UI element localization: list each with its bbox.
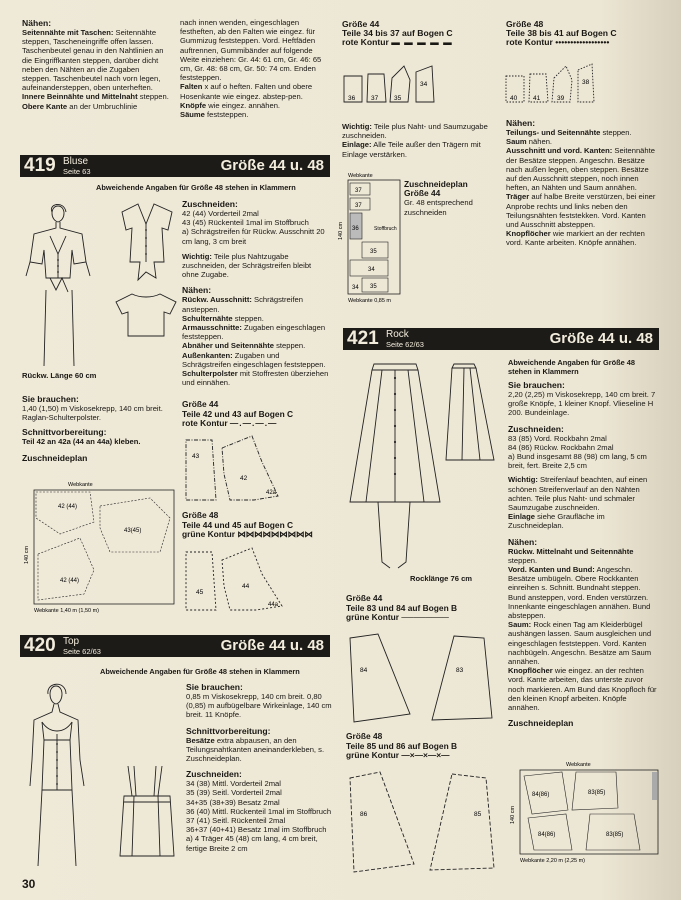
pattern-piece [350, 772, 414, 872]
bold-label: Besätze [186, 735, 215, 745]
part-number: 44 [242, 583, 250, 590]
bold-label: Wichtig: [182, 251, 212, 261]
text: a) Bund insgesamt 88 (98) cm lang, 5 cm breit, fert. Breite 2,5 cm [508, 452, 647, 471]
fabric-width-label: 140 cm [24, 545, 30, 564]
top-col4-sewing [506, 118, 658, 248]
text: 84 (86) Rückw. Rockbahn 2mal [508, 442, 614, 452]
bold-label: Saum: [508, 620, 532, 630]
heading: Sie brauchen: [508, 380, 565, 390]
part-number: 41 [533, 95, 541, 102]
fabric-width-label: 140 cm [510, 805, 516, 824]
top-figure-illustration [20, 680, 94, 870]
blouse-flat-front-sketch [118, 200, 176, 290]
page-number: 30 [22, 877, 36, 891]
top-col2-text [180, 18, 330, 119]
model-number: 419 [24, 155, 56, 176]
parts-label: Teile 44 und 45 auf Bogen C [182, 519, 294, 530]
text: feststeppen. [204, 110, 249, 120]
skirt-figure-illustration [344, 354, 504, 576]
page-ref: Seite 63 [63, 167, 91, 176]
text: Streifenlauf beachten, auf einen schönen Streifenverlauf an den Nähten achten. Teile plus Naht- und schmaler Saumzugabe zuschneiden. [508, 475, 648, 513]
part-number: 35 [370, 284, 377, 290]
part-number: 86 [360, 811, 368, 818]
list-item: 35 (39) Seitl. Vorderteil 2mal [186, 788, 282, 798]
list-item: 37 (41) Seitl. Rückenteil 2mal [186, 816, 286, 826]
contour-label: grüne Kontur [346, 612, 400, 623]
model-419-parts-48 [182, 511, 332, 540]
model-421-subtitle: Abweichende Angaben für Größe 48 stehen in Klammern [508, 358, 636, 377]
heading: Nähen: [22, 18, 52, 28]
bold-label: Außenkanten: [182, 350, 233, 360]
text: Zugaben eingeschlagen feststeppen. [182, 323, 326, 342]
model-421-header [343, 328, 659, 350]
cutting-plan-420-caption [404, 180, 500, 217]
pattern-piece [432, 636, 492, 720]
bold-label: Innere Beinnähte und Mittelnaht [22, 92, 138, 102]
text: Seitennähte der Besätze steppen. Angeschn. Besätze nach außen legen, oben steppen. Besätze auf den Ausschnitt steppen, noch innen heften, an Nähten und Saum annähen. [506, 146, 655, 193]
model-419-header [20, 155, 330, 177]
part-number: 36 [348, 95, 356, 102]
bold-label: Abnäher und Seitennähte [182, 341, 274, 351]
top-col3-header [342, 20, 502, 48]
cutting-plan-421 [506, 758, 664, 866]
pattern-pieces-421-48 [344, 768, 502, 878]
pattern-pieces-top-44 [340, 62, 505, 112]
pattern-pieces-top-48 [502, 60, 612, 110]
bold-label: Knopflöcher [508, 666, 553, 676]
part-number: 42 [240, 475, 248, 482]
text: steppen. [273, 341, 306, 351]
part-number: 35 [394, 95, 402, 102]
bold-label: Rückw. Ausschnitt: [182, 295, 252, 305]
text: a) Schrägstreifen für Rückw. Ausschnitt 20 cm lang, 3 cm breit [182, 227, 325, 246]
part-number: 45 [196, 589, 204, 596]
cutting-plan-420 [338, 170, 404, 306]
part-number: 34 [352, 285, 359, 291]
heading: Zuschneiden: [182, 199, 238, 209]
list-item: 34+35 (38+39) Besatz 2mal [186, 797, 280, 807]
part-number: 84 [360, 667, 368, 674]
part-number: 43(45) [124, 528, 142, 534]
text: steppen. [508, 555, 538, 565]
selvage-label: Webkante 1,40 m (1,50 m) [34, 608, 100, 614]
part-number: 84(86) [532, 792, 550, 798]
bold-label: Vord. Kanten und Bund: [508, 565, 595, 575]
contour-label: rote Kontur [506, 37, 553, 48]
part-number: 37 [355, 203, 362, 209]
top-flat-back-sketch [114, 762, 180, 858]
contour-line-sample: •••••••••••••••••• [555, 37, 610, 48]
text: Rock einen Tag am Kleiderbügel aushängen lassen. Saum ausgleichen und eingeschlagen feststeppen. Vord. Kanten nachbügeln. Angeschn. Besätze am Saum annähen. [508, 620, 652, 667]
blouse-figure-illustration [20, 198, 98, 368]
bold-label: Schulterpolster [182, 369, 238, 379]
model-name: Bluse [63, 156, 89, 167]
bold-label: Einlage: [342, 140, 372, 150]
contour-line-sample: ──────── [401, 612, 449, 623]
part-number: 39 [557, 95, 565, 102]
size-label: Größe 44 [182, 399, 219, 409]
part-number: 83(85) [588, 790, 606, 796]
part-number: 40 [510, 95, 518, 102]
text: nach innen wenden, eingeschlagen festheften, ab den Falten wie eingez. für Gummizug feststeppen. Vord. Heftfäden auftrennen, Gummibänder auf folgende Weite einziehen: Gr. 44: 61 cm, Gr. 46: 65 cm, Gr. 48: 68 cm, Gr. 50: 74 cm. Enden feststeppen. [180, 18, 322, 83]
size-label: Größe 44 [404, 188, 441, 199]
model-421-parts-48 [346, 732, 501, 761]
pattern-pieces-421-44 [344, 630, 502, 726]
heading: Sie brauchen: [22, 394, 79, 404]
model-419-right-text [182, 199, 330, 387]
text: 1,40 (1,50) m Viskosekrepp, 140 cm breit. Raglan-Schulterpolster. [22, 404, 163, 423]
text: 2,20 (2,25) m Viskosekrepp, 140 cm breit. 7 große Knöpfe, 1 kleiner Knopf. Vlieseline H 200. Bundeinlage. [508, 390, 656, 418]
list-item: 36+37 (40+41) Besatz 1mal im Stoffbruch [186, 825, 327, 835]
text: nähen. [526, 137, 553, 147]
bold-label: Wichtig: [342, 122, 372, 131]
blouse-flat-back-sketch [112, 290, 180, 340]
part-number: 36 [352, 226, 359, 232]
contour-line-sample: ▬ ▬ ▬ ▬ ▬ [391, 37, 453, 48]
text: 0,85 m Viskosekrepp, 140 cm breit. 0,80 (0,85) m aufbügelbare Wirkeinlage, 140 cm breit. 11 Knöpfe. [186, 692, 332, 720]
selvage-label: Webkante [566, 762, 591, 768]
list-item: a) 4 Träger 45 (48) cm lang, 4 cm breit, fertige Breite 2 cm [186, 834, 318, 853]
model-421-parts-44 [346, 594, 501, 623]
size-label: Größe 48 [182, 510, 219, 520]
model-419-left-text [22, 394, 182, 463]
bold-label: Träger [506, 192, 530, 202]
size-label: Größe 48 [506, 19, 544, 29]
text: Alle Teile außer den Trägern mit Einlage verstärken. [342, 140, 481, 159]
page-ref: Seite 62/63 [386, 340, 424, 349]
selvage-label: Webkante [68, 482, 93, 488]
list-item: 34 (38) Mittl. Vorderteil 2mal [186, 779, 281, 789]
bold-label: Säume [180, 110, 205, 120]
parts-label: Teile 38 bis 41 auf Bogen C [506, 28, 617, 39]
pattern-piece [222, 548, 282, 610]
bold-label: Knopflöcher [506, 229, 551, 239]
part-number: 34 [368, 267, 375, 273]
bold-label: Armausschnitte: [182, 323, 242, 333]
text: x auf o heften. Falten und obere Hosenkante wie eingez. abstep-pen. [180, 82, 313, 101]
model-419-length: Rückw. Länge 60 cm [22, 371, 97, 380]
part-number: 37 [355, 188, 362, 194]
top-col1-text [22, 18, 170, 111]
text: extra abpausen, an den Teilungsnahtkanten aneinanderkleben, s. Zuschneideplan. [186, 735, 325, 764]
text: wie markiert an der rechten vord. Kante arbeiten. Knöpfe annähen. [506, 229, 645, 248]
contour-label: rote Kontur [182, 418, 228, 429]
plan-title: Zuschneideplan [404, 179, 468, 189]
contour-label: grüne Kontur [346, 750, 400, 761]
size-label: Größe 48 [346, 731, 383, 741]
size-label: Größe 44 [346, 593, 383, 603]
part-number: 84(86) [538, 832, 556, 838]
list-item: 36 (40) Mittl. Rückenteil 1mal im Stoffbruch [186, 806, 332, 816]
model-420-subtitle: Abweichende Angaben für Größe 48 stehen in Klammern [100, 667, 300, 676]
bold-label: Obere Kante [22, 101, 68, 111]
contour-label: rote Kontur [342, 37, 389, 48]
part-number: 34 [420, 81, 428, 88]
text: steppen. [232, 313, 264, 323]
contour-line-sample: —×—×—×— [401, 750, 450, 761]
size-label: Größe 44 [342, 19, 380, 29]
part-number: 83(85) [606, 832, 624, 838]
selvage-label: Webkante 0,85 m [348, 298, 392, 304]
part-number: 83 [456, 667, 464, 674]
fold-label: Stoffbruch [374, 226, 397, 232]
text: steppen. [600, 128, 632, 137]
model-420-right-text [186, 682, 336, 853]
cutting-plan-419 [20, 478, 180, 616]
text: zuschneiden [404, 207, 447, 217]
text: Gr. 48 entsprechend [404, 198, 473, 208]
size-range: Größe 44 u. 48 [220, 637, 324, 654]
part-number: 44a [268, 602, 279, 608]
contour-line-sample: —.—.—.— [229, 418, 278, 429]
parts-label: Teile 34 bis 37 auf Bogen C [342, 28, 453, 39]
text: Seitennähte steppen, Tascheneingriffe offen lassen. Taschenbeutel genau in den Nahtlinien an die Eingriffkanten steppen, darüber dicht neben den Nähten an die Zugaben steppen. Taschenbeutel nach vorn legen, aufeinandersteppen, oben unterheften. [22, 28, 164, 93]
text: an der Umbruchlinie [67, 101, 138, 111]
text: Teile plus Nahtzugabe zuschneiden, der Schrägstreifen bleibt ohne Zugabe. [182, 251, 312, 280]
bold-label: Falten [180, 82, 203, 92]
top-col4-header [506, 20, 666, 48]
bold-label: Wichtig: [508, 475, 538, 485]
model-419-subtitle: Abweichende Angaben für Größe 48 stehen in Klammern [96, 183, 296, 192]
part-number: 42a [266, 490, 277, 496]
model-name: Top [63, 636, 80, 647]
part-number: 85 [474, 811, 482, 818]
part-number: 42 (44) [60, 578, 80, 584]
heading: Nähen: [508, 536, 538, 547]
pattern-piece [186, 440, 216, 500]
text: Teil 42 an 42a (44 an 44a) kleben. [22, 437, 141, 447]
selvage-label: Webkante 2,20 m (2,25 m) [520, 858, 586, 864]
parts-label: Teile 83 und 84 auf Bogen B [346, 602, 458, 613]
text: mit Stoffresten überziehen und einnähen. [182, 369, 329, 388]
pattern-pieces-419-44 [182, 434, 332, 506]
text: wie eingez. an der rechten vord. Kante arbeiten, das unterste zuvor noch markieren. Am Bund das Knopfloch für den kleinen Knopf arbeiten. Knöpfe annähen. [508, 666, 657, 713]
text: auf halbe Breite verstürzen, bei einer Anprobe rechts und links neben den Teilungsnähten feststekken. Vord. Kanten und Ausschnitt absteppen. [506, 192, 656, 230]
text: siehe Graufläche im Zuschneideplan. [508, 512, 605, 531]
bold-label: Rückw. Mittelnaht und Seitennähte [508, 546, 634, 556]
part-number: 35 [370, 249, 377, 255]
page-ref: Seite 62/63 [63, 647, 101, 656]
parts-label: Teile 85 und 86 auf Bogen B [346, 740, 458, 751]
parts-label: Teile 42 und 43 auf Bogen C [182, 408, 294, 419]
model-419-parts-44 [182, 400, 332, 429]
bold-label: Saum [506, 137, 527, 147]
pattern-pieces-419-48 [182, 546, 332, 618]
contour-label: grüne Kontur [182, 529, 236, 540]
fabric-outline [34, 490, 174, 604]
contour-line-sample: ⋈⋈⋈⋈⋈⋈⋈⋈⋈ [237, 529, 313, 540]
top-col3-notes [342, 122, 502, 159]
model-420-header [20, 635, 330, 657]
part-number: 38 [582, 79, 590, 86]
heading: Zuschneiden: [508, 423, 564, 434]
heading: Nähen: [506, 118, 536, 128]
text: Zugaben und Schrägstreifen eingeschlagen feststeppen. [182, 350, 326, 369]
model-number: 421 [347, 328, 379, 349]
text: 42 (44) Vorderteil 2mal [182, 209, 259, 218]
part-number: 37 [371, 95, 379, 102]
fabric-width-label: 140 cm [338, 221, 344, 240]
size-range: Größe 44 u. 48 [549, 330, 653, 347]
model-421-right-text [508, 380, 660, 728]
text: 43 (45) Rückenteil 1mal im Stoffbruch [182, 218, 309, 228]
text: steppen. [137, 92, 169, 102]
text: Angeschn. Besätze umbügeln. Obere Rockkanten einreihen s. Schnitt. Bundnaht steppen. Bund ansteppen, vord. Enden verstürzen. Innenkante eingeschlagen annähen. Bund absteppen. [508, 565, 651, 621]
heading: Nähen: [182, 285, 212, 296]
bold-label: Knöpfe [180, 100, 207, 110]
heading: Schnittvorbereitung: [22, 427, 107, 438]
pattern-piece [430, 774, 494, 870]
heading: Zuschneideplan [508, 718, 574, 729]
text: Teile plus Naht- und Saumzugabe zuschneiden. [342, 122, 488, 141]
heading: Zuschneiden: [186, 769, 242, 780]
heading: Zuschneideplan [22, 452, 88, 463]
heading: Schnittvorbereitung: [186, 725, 271, 736]
heading: Sie brauchen: [186, 682, 243, 692]
model-name: Rock [386, 329, 409, 340]
selvage-label: Webkante [348, 173, 373, 179]
model-number: 420 [24, 635, 56, 656]
bold-label: Teilungs- und Seitennähte [506, 128, 601, 137]
part-number: 42 (44) [58, 504, 78, 510]
pattern-piece [350, 634, 410, 722]
model-421-length: Rocklänge 76 cm [410, 574, 473, 583]
part-number: 43 [192, 453, 200, 460]
size-range: Größe 44 u. 48 [220, 157, 324, 174]
bold-label: Ausschnitt und vord. Kanten: [506, 146, 613, 156]
text: Schrägstreifen ansteppen. [182, 295, 303, 314]
fabric-outline [520, 770, 658, 854]
bold-label: Seitennähte mit Taschen: [22, 28, 114, 37]
text: wie eingez. annähen. [206, 100, 281, 110]
pattern-piece [186, 552, 216, 610]
bold-label: Schulternähte [182, 313, 233, 323]
text: 83 (85) Vord. Rockbahn 2mal [508, 433, 607, 443]
bold-label: Einlage [508, 512, 536, 522]
